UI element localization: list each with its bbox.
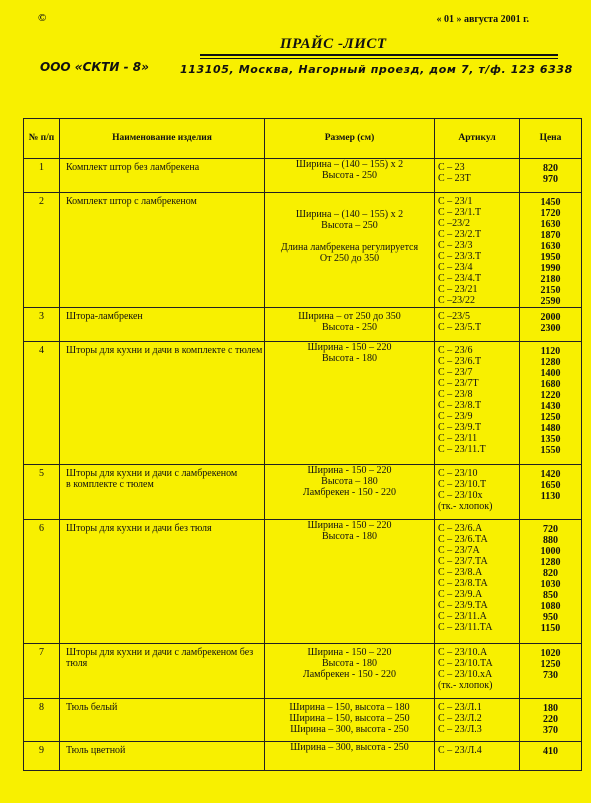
price-value: 1250 bbox=[540, 659, 561, 670]
product-name-line: тюля bbox=[66, 658, 88, 669]
article-code: С – 23 bbox=[438, 162, 465, 173]
prices bbox=[520, 342, 582, 465]
table-row bbox=[24, 520, 582, 644]
price-value: 1120 bbox=[540, 346, 561, 357]
price-value: 2000 bbox=[540, 312, 561, 323]
size-line: Высота – 250 bbox=[321, 220, 378, 231]
size-line: Ламбрекен - 150 - 220 bbox=[302, 487, 397, 498]
article-code: С – 23/7А bbox=[438, 545, 480, 556]
price-value: 1130 bbox=[540, 491, 561, 502]
product-name-line: Штора-ламбрекен bbox=[66, 311, 143, 322]
article-code: С – 23/9 bbox=[438, 411, 473, 422]
price-value: 820 bbox=[543, 568, 558, 579]
price-value: 1720 bbox=[540, 208, 561, 219]
product-name-line: в комплекте с тюлем bbox=[66, 479, 154, 490]
product-size bbox=[265, 644, 435, 699]
price-value: 1400 bbox=[540, 368, 561, 379]
article-code: (тк.- хлопок) bbox=[438, 680, 493, 691]
document-title: ПРАЙС -ЛИСТ bbox=[280, 36, 387, 52]
price-value: 410 bbox=[543, 746, 558, 757]
price-value: 1480 bbox=[540, 423, 561, 434]
size-line bbox=[265, 231, 434, 242]
copyright-mark: © bbox=[38, 12, 47, 24]
price-value: 820 bbox=[543, 163, 558, 174]
prices bbox=[520, 520, 582, 644]
row-number: 6 bbox=[24, 520, 60, 644]
price-value: 1430 bbox=[540, 401, 561, 412]
price-value: 220 bbox=[543, 714, 558, 725]
table-row bbox=[24, 308, 582, 342]
article-code: С – 23/10.А bbox=[438, 647, 488, 658]
size-line: Высота - 180 bbox=[322, 531, 377, 542]
article-code: С – 23/8 bbox=[438, 389, 473, 400]
article-code: С – 23/8.А bbox=[438, 567, 483, 578]
price-value: 1450 bbox=[540, 197, 561, 208]
price-value: 1990 bbox=[540, 263, 561, 274]
product-name bbox=[60, 742, 265, 771]
product-name-line: Тюль белый bbox=[66, 702, 118, 713]
table-header-row bbox=[24, 119, 582, 159]
price-value: 1650 bbox=[540, 480, 561, 491]
article-codes bbox=[435, 644, 520, 699]
price-value: 880 bbox=[543, 535, 558, 546]
price-value: 1280 bbox=[540, 357, 561, 368]
size-line: Высота - 180 bbox=[322, 658, 377, 669]
size-line: Ширина – 300, высота - 250 bbox=[290, 742, 409, 753]
article-code: С – 23/6.ТА bbox=[438, 534, 488, 545]
size-line: Ширина - 150 – 220 bbox=[307, 647, 392, 658]
row-number: 9 bbox=[24, 742, 60, 771]
size-line: Ширина - 150 – 220 bbox=[307, 465, 392, 476]
price-value: 1950 bbox=[540, 252, 561, 263]
title-rule-thick bbox=[200, 54, 558, 56]
column-header-number: № п/п bbox=[24, 119, 60, 159]
row-number: 2 bbox=[24, 193, 60, 308]
article-code: С – 23/Л.4 bbox=[438, 745, 482, 756]
article-codes bbox=[435, 342, 520, 465]
row-number: 1 bbox=[24, 159, 60, 193]
article-code: С – 23/8.ТА bbox=[438, 578, 488, 589]
article-code: С –23/5 bbox=[438, 311, 470, 322]
price-value: 1220 bbox=[540, 390, 561, 401]
article-code: С – 23/11.Т bbox=[438, 444, 486, 455]
article-code: С –23/22 bbox=[438, 295, 475, 306]
article-code: С – 23/Л.3 bbox=[438, 724, 482, 735]
product-name bbox=[60, 342, 265, 465]
size-line bbox=[265, 198, 434, 209]
price-value: 2180 bbox=[540, 274, 561, 285]
product-size bbox=[265, 193, 435, 308]
article-code: С – 23/7.ТА bbox=[438, 556, 488, 567]
table-row bbox=[24, 159, 582, 193]
size-line: Ширина - 150 – 220 bbox=[307, 342, 392, 353]
article-codes bbox=[435, 193, 520, 308]
article-code: С – 23/4.Т bbox=[438, 273, 482, 284]
article-code: С – 23/10 bbox=[438, 468, 478, 479]
article-code: С – 23/9.Т bbox=[438, 422, 482, 433]
title-rule-thin bbox=[200, 58, 558, 59]
prices bbox=[520, 465, 582, 520]
product-name bbox=[60, 520, 265, 644]
row-number: 7 bbox=[24, 644, 60, 699]
article-code: С – 23/3.Т bbox=[438, 251, 482, 262]
product-size bbox=[265, 159, 435, 193]
price-value: 730 bbox=[543, 670, 558, 681]
article-code: С – 23/21 bbox=[438, 284, 478, 295]
article-code: С – 23/11 bbox=[438, 433, 478, 444]
product-name-line: Шторы для кухни и дачи без тюля bbox=[66, 523, 212, 534]
prices bbox=[520, 644, 582, 699]
article-code: С – 23/7 bbox=[438, 367, 473, 378]
price-value: 1420 bbox=[540, 469, 561, 480]
price-value: 1030 bbox=[540, 579, 561, 590]
table-row bbox=[24, 742, 582, 771]
size-line: Ширина - 150 – 220 bbox=[307, 520, 392, 531]
row-number: 8 bbox=[24, 699, 60, 742]
price-value: 180 bbox=[543, 703, 558, 714]
product-size bbox=[265, 742, 435, 771]
article-code: С – 23/10.ТА bbox=[438, 658, 493, 669]
size-line: От 250 до 350 bbox=[319, 253, 380, 264]
size-line: Высота – 180 bbox=[321, 476, 378, 487]
article-codes bbox=[435, 699, 520, 742]
product-name-line: Комплект штор с ламбрекеном bbox=[66, 196, 197, 207]
price-value: 1280 bbox=[540, 557, 561, 568]
price-value: 1630 bbox=[540, 241, 561, 252]
article-code: С – 23/2.Т bbox=[438, 229, 482, 240]
article-code: С – 23/11.А bbox=[438, 611, 487, 622]
size-line: Ширина – 300, высота - 250 bbox=[290, 724, 409, 735]
article-code: С – 23/1 bbox=[438, 196, 473, 207]
price-value: 850 bbox=[543, 590, 558, 601]
price-value: 1350 bbox=[540, 434, 561, 445]
size-line: Ширина – от 250 до 350 bbox=[298, 311, 401, 322]
column-header-size: Размер (см) bbox=[265, 119, 435, 159]
price-value: 970 bbox=[543, 174, 558, 185]
price-value: 1080 bbox=[540, 601, 561, 612]
product-name-line: Тюль цветной bbox=[66, 745, 126, 756]
table-row bbox=[24, 342, 582, 465]
row-number: 3 bbox=[24, 308, 60, 342]
row-number: 5 bbox=[24, 465, 60, 520]
price-value: 2300 bbox=[540, 323, 561, 334]
price-value: 1020 bbox=[540, 648, 561, 659]
size-line: Ширина – 150, высота – 180 bbox=[289, 702, 410, 713]
article-code: С – 23/4 bbox=[438, 262, 473, 273]
price-table bbox=[23, 118, 582, 771]
size-line: Ширина – 150, высота – 250 bbox=[289, 713, 410, 724]
article-code: С – 23/9.ТА bbox=[438, 600, 488, 611]
article-code: С – 23/8.Т bbox=[438, 400, 482, 411]
article-code: С – 23/7Т bbox=[438, 378, 479, 389]
article-code: С – 23/10.хА bbox=[438, 669, 493, 680]
article-code: С – 23Т bbox=[438, 173, 471, 184]
article-code: С – 23/11.ТА bbox=[438, 622, 493, 633]
article-code: С – 23/1.Т bbox=[438, 207, 482, 218]
product-name bbox=[60, 159, 265, 193]
size-line: Длина ламбрекена регулируется bbox=[280, 242, 419, 253]
prices bbox=[520, 742, 582, 771]
size-line: Высота - 180 bbox=[322, 353, 377, 364]
product-size bbox=[265, 465, 435, 520]
price-value: 1680 bbox=[540, 379, 561, 390]
company-name: ООО «СКТИ - 8» bbox=[40, 60, 149, 74]
article-code: (тк.- хлопок) bbox=[438, 501, 493, 512]
product-size bbox=[265, 308, 435, 342]
size-line: Высота - 250 bbox=[322, 322, 377, 333]
price-value: 2150 bbox=[540, 285, 561, 296]
product-size bbox=[265, 699, 435, 742]
article-code: С – 23/Л.1 bbox=[438, 702, 482, 713]
prices bbox=[520, 308, 582, 342]
article-code: С – 23/9.А bbox=[438, 589, 483, 600]
table-row bbox=[24, 644, 582, 699]
prices bbox=[520, 699, 582, 742]
price-value: 1000 bbox=[540, 546, 561, 557]
article-codes bbox=[435, 159, 520, 193]
price-value: 720 bbox=[543, 524, 558, 535]
price-value: 370 bbox=[543, 725, 558, 736]
price-value: 1870 bbox=[540, 230, 561, 241]
table-row bbox=[24, 193, 582, 308]
article-code: С – 23/3 bbox=[438, 240, 473, 251]
product-name bbox=[60, 644, 265, 699]
column-header-price: Цена bbox=[520, 119, 582, 159]
size-line: Ширина – (140 – 155) х 2 bbox=[295, 159, 404, 170]
article-code: С – 23/Л.2 bbox=[438, 713, 482, 724]
product-name-line: Шторы для кухни и дачи с ламбрекеном без bbox=[66, 647, 254, 658]
article-code: С –23/2 bbox=[438, 218, 470, 229]
product-name-line: Шторы для кухни и дачи в комплекте с тюлем bbox=[66, 345, 263, 356]
article-codes bbox=[435, 308, 520, 342]
product-name bbox=[60, 308, 265, 342]
article-codes bbox=[435, 742, 520, 771]
product-size bbox=[265, 342, 435, 465]
table-row bbox=[24, 699, 582, 742]
document-date: « 01 » августа 2001 г. bbox=[436, 14, 529, 25]
article-code: С – 23/10.Т bbox=[438, 479, 487, 490]
product-name bbox=[60, 699, 265, 742]
article-code: С – 23/6.Т bbox=[438, 356, 482, 367]
article-code: С – 23/10х bbox=[438, 490, 483, 501]
size-line: Высота - 250 bbox=[322, 170, 377, 181]
column-header-name: Наименование изделия bbox=[60, 119, 265, 159]
article-code: С – 23/6 bbox=[438, 345, 473, 356]
size-line: Ламбрекен - 150 - 220 bbox=[302, 669, 397, 680]
price-value: 950 bbox=[543, 612, 558, 623]
article-codes bbox=[435, 520, 520, 644]
row-number: 4 bbox=[24, 342, 60, 465]
product-name-line: Комплект штор без ламбрекена bbox=[66, 162, 200, 173]
price-value: 1250 bbox=[540, 412, 561, 423]
size-line: Ширина – (140 – 155) х 2 bbox=[295, 209, 404, 220]
product-name bbox=[60, 193, 265, 308]
price-value: 1550 bbox=[540, 445, 561, 456]
article-code: С – 23/6.А bbox=[438, 523, 483, 534]
product-name-line: Шторы для кухни и дачи с ламбрекеном bbox=[66, 468, 238, 479]
table-row bbox=[24, 465, 582, 520]
company-address: 113105, Москва, Нагорный проезд, дом 7, т/ф. 123 6338 bbox=[180, 63, 573, 76]
product-size bbox=[265, 520, 435, 644]
prices bbox=[520, 193, 582, 308]
price-value: 1150 bbox=[540, 623, 561, 634]
price-value: 1630 bbox=[540, 219, 561, 230]
article-codes bbox=[435, 465, 520, 520]
product-name bbox=[60, 465, 265, 520]
article-code: С – 23/5.Т bbox=[438, 322, 482, 333]
price-value: 2590 bbox=[540, 296, 561, 307]
column-header-article: Артикул bbox=[435, 119, 520, 159]
prices bbox=[520, 159, 582, 193]
